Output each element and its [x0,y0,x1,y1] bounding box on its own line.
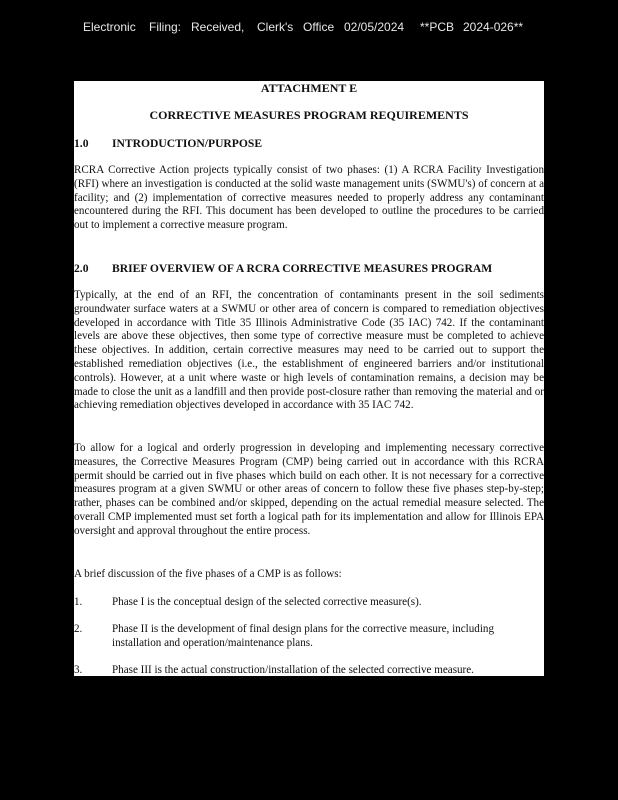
stamp-word: Filing: [149,20,182,34]
stamp-word: **PCB [420,20,455,34]
section-title: INTRODUCTION/PURPOSE [112,137,263,150]
stamp-case-number: 2024-026** [463,20,524,34]
section-number: 2.0 [74,262,89,275]
stamp-date: 02/05/2024 [344,20,405,34]
section-2-paragraph-1: Typically, at the end of an RFI, the concentration of contaminants present in the soil sediments groundwater surface waters at a SWMU or other area of concern is compared to remediation objectives developed in accordance with Title 35 Illinois Administrative Code (35 IAC) 742. If the contaminant levels are above these objectives, then some type of corrective measure must be completed to achieve these objectives. In addition, certain corrective measures may need to be carried out to support the established remediation objectives (i.e., the establishment of engineered barriers and/or institutional controls). However, at a unit where waste or high levels of contamination remains, a decision may be made to close the unit as a landfill and then provide post-closure rather than removing the material and or achieving remediation objectives developed in accordance with 35 IAC 742. [74,289,544,412]
stamp-word: Electronic [83,20,136,34]
stamp-word: Clerk's [257,20,294,34]
filing-stamp-header [83,20,603,38]
list-number: 3. [74,664,83,676]
section-2-paragraph-2: To allow for a logical and orderly progression in developing and implementing necessary corrective measures, the Corrective Measures Program (CMP) being carried out in accordance with this RCRA permit should be carried out in five phases which build on each other. It is not necessary for a corrective measures program at a given SWMU or other areas of concern to follow these five phases step-by-step; rather, phases can be combined and/or skipped, depending on the actual remedial measure selected. The overall CMP implemented must set forth a logical path for its implementation and allow for Illinois EPA oversight and approval throughout the entire process. [74,442,544,537]
section-number: 1.0 [74,137,89,150]
section-1-paragraph: RCRA Corrective Action projects typically consist of two phases: (1) A RCRA Facility Investigation (RFI) where an investigation is conducted at the solid waste management units (SWMU's) of concern at a facility; and (2) implementation of corrective measures needed to properly address any contaminant encountered during the RFI. This document has been developed to outline the procedures to be carried out to implement a corrective measure program. [74,164,544,232]
stamp-word: Office [303,20,335,34]
list-text: Phase III is the actual construction/installation of the selected corrective measure. [112,664,474,676]
document-page [74,81,544,676]
list-text: Phase II is the development of final design plans for the corrective measure, including installation and operation/maintenance plans. [112,623,494,649]
attachment-label: ATTACHMENT E [260,81,358,95]
list-number: 2. [74,623,83,635]
stamp-word: Received, [191,20,245,34]
section-2-paragraph-3: A brief discussion of the five phases of a CMP is as follows: [74,568,342,580]
list-text: Phase I is the conceptual design of the selected corrective measure(s). [112,596,422,608]
list-number: 1. [74,596,83,608]
section-title: BRIEF OVERVIEW OF A RCRA CORRECTIVE MEASURES PROGRAM [112,262,493,275]
document-title: CORRECTIVE MEASURES PROGRAM REQUIREMENTS [149,108,469,122]
